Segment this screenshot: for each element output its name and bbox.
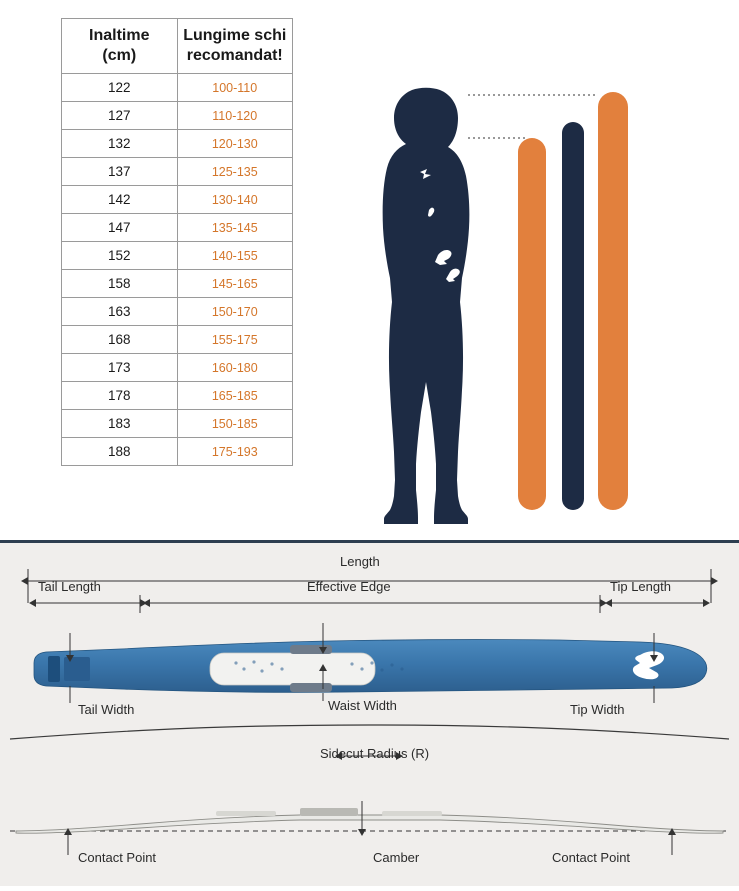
label-sidecut-radius: Sidecut Radius (R) <box>320 746 430 761</box>
binding-heel <box>290 683 332 692</box>
camber-binding <box>300 808 358 816</box>
label-tip-length: Tip Length <box>610 579 671 594</box>
cell-height: 178 <box>62 382 178 410</box>
cell-height: 132 <box>62 130 178 158</box>
cell-height: 122 <box>62 74 178 102</box>
skier-and-skis-illustration <box>350 60 710 530</box>
cell-height: 152 <box>62 242 178 270</box>
label-tail-width: Tail Width <box>78 702 135 717</box>
label-waist-width: Waist Width <box>328 698 397 713</box>
table-row <box>62 438 293 466</box>
ski-size-table <box>61 18 293 466</box>
label-tip-width: Tip Width <box>570 702 625 717</box>
label-length: Length <box>340 554 380 569</box>
binding-plate <box>210 653 375 685</box>
cell-recommended-length: 150-170 <box>177 298 293 326</box>
binding-toe <box>290 645 332 654</box>
table-row <box>62 102 293 130</box>
cell-height: 183 <box>62 410 178 438</box>
cell-height: 137 <box>62 158 178 186</box>
cell-height: 127 <box>62 102 178 130</box>
table-row <box>62 354 293 382</box>
cell-height: 158 <box>62 270 178 298</box>
column-header-height-line2: (cm) <box>102 47 137 64</box>
column-header-height <box>62 19 178 74</box>
column-header-recommended-line1: Lungime schi <box>183 27 287 44</box>
cell-recommended-length: 145-165 <box>177 270 293 298</box>
cell-height: 168 <box>62 326 178 354</box>
table-row <box>62 410 293 438</box>
cell-recommended-length: 135-145 <box>177 214 293 242</box>
cell-height: 142 <box>62 186 178 214</box>
cell-recommended-length: 150-185 <box>177 410 293 438</box>
column-header-height-line1: Inaltime <box>89 27 150 44</box>
column-header-recommended <box>177 19 293 74</box>
cell-recommended-length: 130-140 <box>177 186 293 214</box>
ski-anatomy-diagram <box>0 543 739 886</box>
label-contact-point-right: Contact Point <box>552 850 631 865</box>
table-row <box>62 326 293 354</box>
sidecut-curve <box>10 725 729 739</box>
cell-height: 163 <box>62 298 178 326</box>
cell-recommended-length: 165-185 <box>177 382 293 410</box>
cell-recommended-length: 100-110 <box>177 74 293 102</box>
table-header-row <box>62 19 293 74</box>
cell-recommended-length: 175-193 <box>177 438 293 466</box>
table-row <box>62 214 293 242</box>
table-row <box>62 130 293 158</box>
ski-top-view <box>34 640 707 693</box>
ski-short <box>518 138 546 510</box>
tail-logo <box>48 656 90 682</box>
ski-long <box>598 92 628 510</box>
label-tail-length: Tail Length <box>38 579 101 594</box>
cell-recommended-length: 120-130 <box>177 130 293 158</box>
cell-recommended-length: 155-175 <box>177 326 293 354</box>
label-effective-edge: Effective Edge <box>307 579 391 594</box>
table-row <box>62 270 293 298</box>
illustration-svg <box>350 60 710 530</box>
cell-recommended-length: 160-180 <box>177 354 293 382</box>
cell-recommended-length: 110-120 <box>177 102 293 130</box>
cell-recommended-length: 125-135 <box>177 158 293 186</box>
cell-height: 173 <box>62 354 178 382</box>
cell-recommended-length: 140-155 <box>177 242 293 270</box>
ski-medium <box>562 122 584 510</box>
cell-height: 188 <box>62 438 178 466</box>
column-header-recommended-line2: recomandat! <box>186 47 283 64</box>
table-row <box>62 74 293 102</box>
label-contact-point-left: Contact Point <box>78 850 157 865</box>
skier-silhouette <box>383 88 470 524</box>
table-row <box>62 298 293 326</box>
camber-view <box>10 801 729 855</box>
table-row <box>62 158 293 186</box>
table-row <box>62 382 293 410</box>
cell-height: 147 <box>62 214 178 242</box>
label-camber: Camber <box>373 850 420 865</box>
table-row <box>62 186 293 214</box>
table-row <box>62 242 293 270</box>
